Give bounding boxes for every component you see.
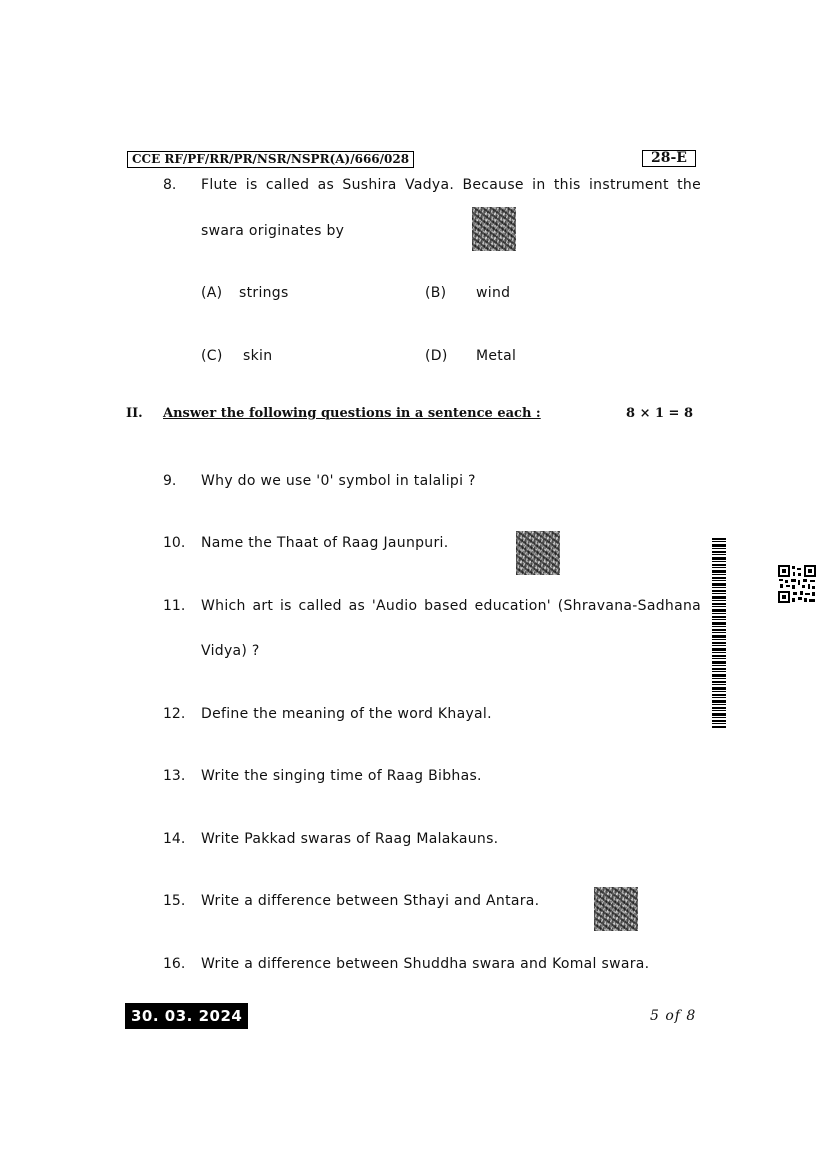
page-number: 5 of 8 (650, 1008, 697, 1024)
question-number: 10. (163, 535, 186, 551)
security-pattern (516, 531, 560, 575)
exam-date: 30. 03. 2024 (125, 1003, 248, 1029)
option-key: (A) (201, 285, 223, 301)
option-text: wind (476, 285, 511, 301)
question-text: Write the singing time of Raag Bibhas. (201, 768, 482, 784)
question-text: Write Pakkad swaras of Raag Malakauns. (201, 831, 499, 847)
question-text: Which art is called as 'Audio based education' (Shravana-Sadhana (201, 598, 701, 614)
question-text: Flute is called as Sushira Vadya. Because in this instrument the (201, 177, 701, 193)
question-text-continued: swara originates by (201, 223, 345, 239)
barcode (712, 538, 726, 728)
security-pattern (594, 887, 638, 931)
question-text-continued: Vidya) ? (201, 643, 260, 659)
question-number: 8. (163, 177, 177, 193)
qr-code (777, 564, 817, 604)
option-key: (C) (201, 348, 223, 364)
option-text: skin (243, 348, 273, 364)
question-text: Name the Thaat of Raag Jaunpuri. (201, 535, 449, 551)
option-key: (B) (425, 285, 447, 301)
option-key: (D) (425, 348, 448, 364)
section-title: Answer the following questions in a sentence each : (163, 406, 541, 421)
section-numeral: II. (126, 406, 143, 421)
option-text: strings (239, 285, 289, 301)
section-marks: 8 × 1 = 8 (626, 406, 694, 421)
question-number: 16. (163, 956, 186, 972)
question-number: 11. (163, 598, 186, 614)
question-text: Write a difference between Shuddha swara and Komal swara. (201, 956, 650, 972)
security-pattern (472, 207, 516, 251)
question-number: 15. (163, 893, 186, 909)
question-number: 9. (163, 473, 177, 489)
option-text: Metal (476, 348, 517, 364)
question-number: 12. (163, 706, 186, 722)
paper-code: 28-E (642, 150, 696, 167)
question-text: Why do we use '0' symbol in talalipi ? (201, 473, 476, 489)
question-text: Define the meaning of the word Khayal. (201, 706, 492, 722)
question-number: 13. (163, 768, 186, 784)
question-text: Write a difference between Sthayi and Antara. (201, 893, 540, 909)
exam-code: CCE RF/PF/RR/PR/NSR/NSPR(A)/666/028 (127, 151, 414, 168)
question-number: 14. (163, 831, 186, 847)
